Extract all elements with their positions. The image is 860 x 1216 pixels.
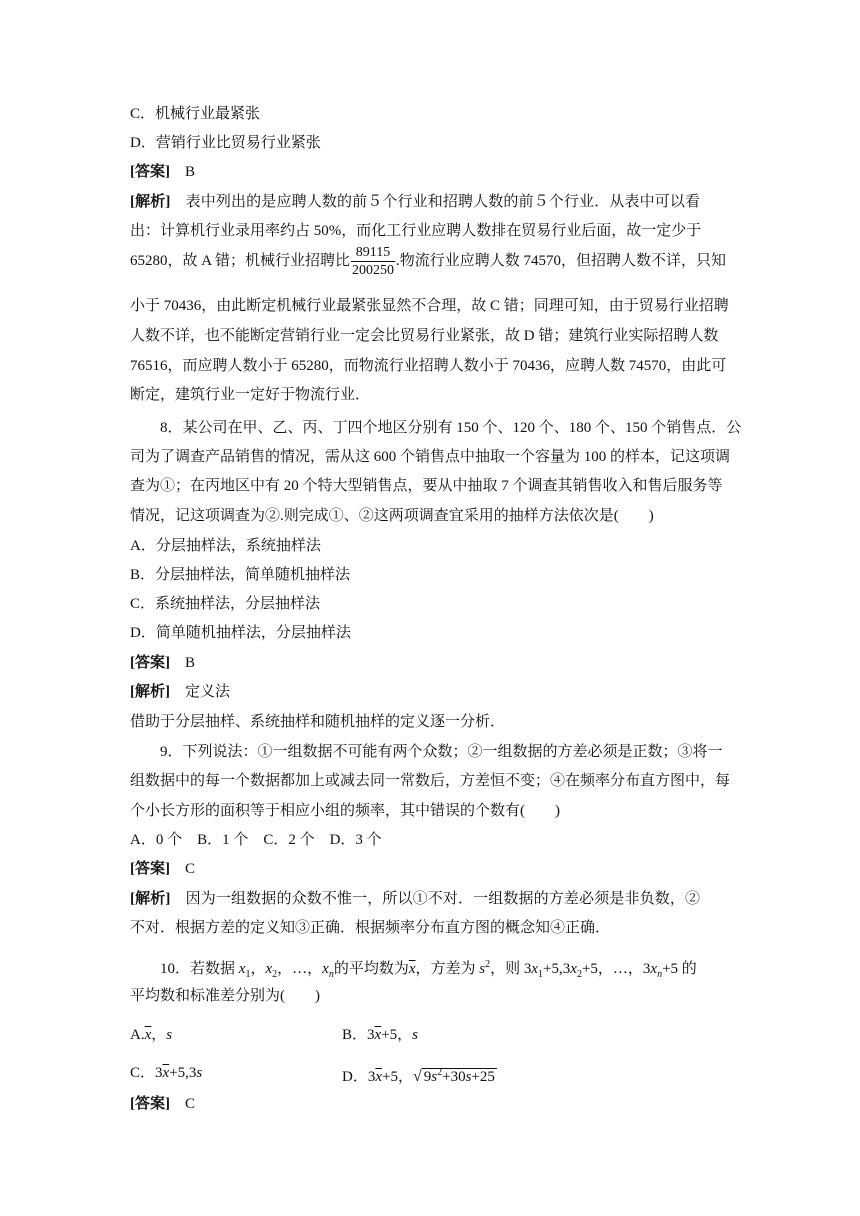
option-text: C．系统抽样法，分层抽样法: [130, 596, 321, 612]
math-num: +25: [471, 1069, 495, 1085]
option-label: C．3: [130, 1065, 163, 1081]
fraction-numerator: 89115: [351, 244, 395, 262]
math-var: x: [531, 961, 539, 977]
question-text: 平均数和标准差分别为( ): [130, 988, 320, 1004]
question-9-line: [130, 771, 731, 791]
analysis-line: [130, 682, 230, 702]
math-sub: n: [328, 969, 334, 980]
math-var: x: [322, 961, 329, 977]
answer-label: [答案]: [130, 164, 170, 180]
math-var: s: [196, 1065, 203, 1081]
analysis-line: [130, 712, 505, 732]
math-sub: 1: [538, 969, 544, 980]
analysis-text: 65280，故 A 错；机械行业招聘比: [130, 252, 351, 269]
math-var: s: [465, 1069, 472, 1085]
question-8-line: [160, 418, 742, 438]
question-text: 9．下列说法：①一组数据不可能有两个众数；②一组数据的方差必须是正数；③将一: [160, 744, 723, 760]
question-10-line: [160, 955, 697, 985]
radical: [413, 1063, 497, 1087]
question-text: ，: [250, 961, 266, 977]
analysis-line: [130, 918, 610, 938]
analysis-text: 定义法: [185, 684, 231, 700]
analysis-text: 76516，而应聘人数小于 65280，而物流行业招聘人数小于 70436，应聘人数 74570，由此可: [130, 358, 727, 374]
math-var: x: [238, 961, 246, 977]
answer-value: C: [185, 861, 196, 877]
question-8-line: [130, 447, 731, 467]
math-var: x: [570, 961, 577, 977]
math-sub: 1: [245, 969, 251, 980]
question-text: 8．某公司在甲、乙、丙、丁四个地区分别有 150 个、120 个、180 个、150 个销售点．公: [160, 420, 742, 436]
analysis-line: [130, 192, 700, 212]
math-mean: $\overline{x}$: [144, 1027, 152, 1043]
analysis-text: .物流行业应聘人数 74570，但招聘人数不详，只知: [396, 252, 727, 269]
option-d-line: [342, 1063, 497, 1087]
question-text: ，则 3: [490, 961, 532, 977]
question-9-line: [130, 801, 560, 821]
fraction: [351, 244, 395, 279]
analysis-line-fraction: [130, 244, 726, 279]
option-text: +5，: [381, 1027, 413, 1043]
option-b-line: [130, 565, 350, 585]
question-9-line: [160, 742, 723, 762]
option-label: D．3: [342, 1069, 376, 1085]
option-text: A．分层抽样法，系统抽样法: [130, 538, 321, 554]
math-var: s: [479, 961, 486, 977]
math-sub: n: [657, 969, 663, 980]
answer-line: [130, 162, 195, 182]
answer-value: C: [185, 1096, 196, 1112]
option-d-line: [130, 133, 321, 153]
answer-label: [答案]: [130, 1096, 170, 1112]
analysis-text: 不对．根据方差的定义知③正确．根据频率分布直方图的概念知④正确．: [130, 920, 611, 936]
math-var: s: [431, 1069, 438, 1085]
answer-line: [130, 653, 195, 673]
option-a-line: [130, 536, 321, 556]
answer-line: [130, 1094, 195, 1114]
answer-line: [130, 859, 195, 879]
option-b-line: [342, 1025, 418, 1045]
question-text: +5 的: [662, 961, 697, 977]
question-8-line: [130, 506, 654, 526]
question-text: ，方差为: [415, 961, 480, 977]
option-c-line: [130, 594, 320, 614]
answer-value: B: [185, 164, 196, 180]
option-text: B．分层抽样法，简单随机抽样法: [130, 567, 351, 583]
math-sup: 2: [437, 1067, 443, 1078]
question-text: +5，…，3: [581, 961, 651, 977]
answer-label: [答案]: [130, 861, 170, 877]
analysis-line: [130, 385, 370, 405]
analysis-text: 表中列出的是应聘人数的前５个行业和招聘人数的前５个行业．从表中可以看: [185, 194, 700, 210]
math-sub: 2: [272, 969, 278, 980]
analysis-text: 断定，建筑行业一定好于物流行业．: [130, 387, 371, 403]
question-text: 个小长方形的面积等于相应小组的频率，其中错误的个数有( ): [130, 803, 560, 819]
option-text: +5，: [382, 1069, 413, 1085]
question-text: +5,3: [543, 961, 571, 977]
question-10-line: [130, 986, 320, 1006]
analysis-text: 小于 70436，由此断定机械行业最紧张显然不合理，故 C 错；同理可知，由于贸易行业招聘: [130, 298, 729, 314]
option-label: B．3: [342, 1027, 375, 1043]
option-text: D．简单随机抽样法，分层抽样法: [130, 625, 351, 641]
question-text: 组数据中的每一个数据都加上或减去同一常数后，方差恒不变；④在频率分布直方图中，每: [130, 773, 731, 789]
answer-value: B: [185, 655, 196, 671]
question-text: ，…，: [277, 961, 323, 977]
question-text: 查为①；在丙地区中有 20 个特大型销售点，要从中抽取 7 个调查其销售收入和售后服务等: [130, 478, 723, 494]
analysis-label: [解析]: [130, 891, 171, 907]
analysis-line: [130, 889, 700, 909]
analysis-line: [130, 296, 729, 316]
fraction-denominator: 200250: [352, 263, 395, 278]
math-var: x: [650, 961, 658, 977]
math-mean: $\overline{x}$: [408, 961, 416, 977]
option-text: C．机械行业最紧张: [130, 106, 261, 122]
analysis-line: [130, 326, 719, 346]
math-mean: $\overline{x}$: [374, 1027, 382, 1043]
math-sub: 2: [576, 969, 582, 980]
analysis-line: [130, 221, 700, 241]
analysis-text: 借助于分层抽样、系统抽样和随机抽样的定义逐一分析．: [130, 714, 506, 730]
analysis-text: 因为一组数据的众数不惟一，所以①不对．一组数据的方差必须是非负数，②: [185, 891, 700, 907]
question-text: 10．若数据: [160, 961, 239, 977]
radicand: [422, 1068, 497, 1085]
math-var: s: [412, 1027, 418, 1043]
option-text: D．营销行业比贸易行业紧张: [130, 135, 321, 151]
analysis-text: 人数不详，也不能断定营销行业一定会比贸易行业紧张，故 D 错；建筑行业实际招聘人数: [130, 328, 719, 344]
option-text: +5,3: [169, 1065, 197, 1081]
option-c-line: [130, 1063, 202, 1083]
analysis-label: [解析]: [130, 194, 171, 210]
option-d-line: [130, 623, 351, 643]
question-text: 司为了调查产品销售的情况，需从这 600 个销售点中抽取一个容量为 100 的样本，记这项调: [130, 449, 731, 465]
math-var: s: [166, 1027, 173, 1043]
math-sup: 2: [485, 959, 491, 970]
option-c-line: [130, 104, 260, 124]
answer-label: [答案]: [130, 655, 170, 671]
option-a-line: [130, 1025, 172, 1045]
analysis-line: [130, 356, 727, 376]
option-text: A．0 个 B．1 个 C．2 个 D．3 个: [130, 832, 382, 848]
math-num: 9: [423, 1069, 432, 1085]
analysis-text: 出：计算机行业录用率约占 50%，而化工行业应聘人数排在贸易行业后面，故一定少于: [130, 223, 702, 239]
math-var: x: [265, 961, 273, 977]
radical-sign: √: [412, 1068, 422, 1085]
option-text: ，: [151, 1027, 167, 1043]
math-mean: $\overline{x}$: [375, 1069, 383, 1085]
analysis-label: [解析]: [130, 684, 170, 700]
question-text: 情况，记这项调查为②.则完成①、②这两项调查宜采用的抽样方法依次是( ): [130, 508, 654, 524]
question-8-line: [130, 476, 723, 496]
question-text: 的平均数为: [333, 961, 409, 977]
option-label: A.: [130, 1027, 145, 1043]
math-mean: $\overline{x}$: [162, 1065, 170, 1081]
math-num: +30: [442, 1069, 466, 1085]
options-line: [130, 830, 382, 850]
